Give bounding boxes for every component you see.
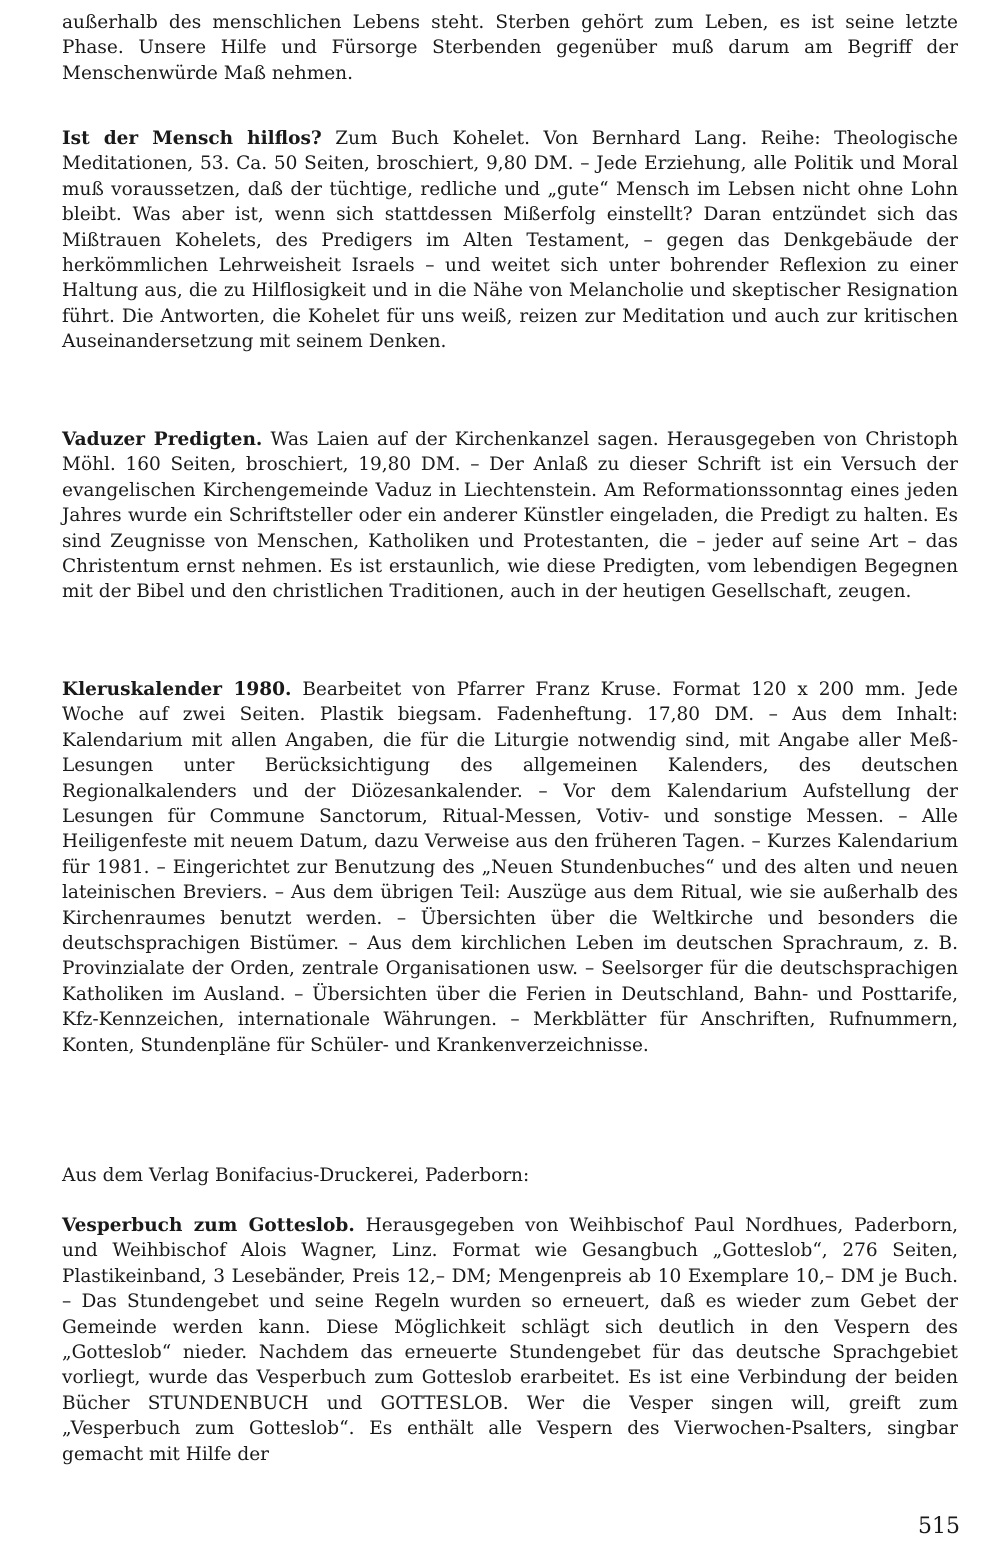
entry-title: Ist der Mensch hilflos? — [62, 128, 322, 149]
entry-vesperbuch — [62, 1213, 958, 1467]
intro-text: außerhalb des menschlichen Lebens steht. Sterben gehört zum Leben, es ist seine letzte Phase. Unsere Hilfe und Fürsorge Sterbenden gegenüber muß darum am Begriff der Menschenwürde Maß nehmen. — [62, 12, 958, 84]
entry-title: Vesperbuch zum Gotteslob. — [62, 1215, 355, 1236]
entry-kohelet — [62, 126, 958, 355]
entry-paragraph — [62, 1213, 958, 1467]
page-number: 515 — [918, 1514, 960, 1539]
entry-body: Was Laien auf der Kirchenkanzel sagen. Herausgegeben von Christoph Möhl. 160 Seiten, broschiert, 19,80 DM. – Der Anlaß zu dieser Schrift ist ein Versuch der evangelischen Kirchengemeinde Vaduz in Liechtenstein. Am Reformationssonntag eines jeden Jahres wurde ein Schriftsteller oder ein anderer Künstler eingeladen, die Predigt zu halten. Es sind Zeugnisse von Menschen, Katholiken und Protestanten, die – jeder auf seine Art – das Christentum ernst nehmen. Es ist erstaunlich, wie diese Predigten, vom lebendigen Begegnen mit der Bibel und den christlichen Traditionen, auch in der heutigen Gesellschaft, zeugen. — [62, 429, 958, 603]
entry-paragraph — [62, 677, 958, 1058]
entry-title: Vaduzer Predigten. — [62, 429, 263, 450]
entry-title: Kleruskalender 1980. — [62, 679, 292, 700]
entry-paragraph — [62, 427, 958, 605]
entry-paragraph — [62, 126, 958, 355]
intro-paragraph — [62, 10, 958, 86]
entry-body: Zum Buch Kohelet. Von Bernhard Lang. Reihe: Theologische Meditationen, 53. Ca. 50 Seiten, broschiert, 9,80 DM. – Jede Erziehung, alle Politik und Moral muß voraussetzen, daß der tüchtige, redliche und „gute“ Mensch im Lebsen nicht ohne Lohn bleibt. Was aber ist, wenn sich stattdessen Mißerfolg einstellt? Daran entzündet sich das Mißtrauen Kohelets, des Predigers im Alten Testament, – gegen das Denkgebäude der herkömmlichen Lehrweisheit Israels – und weitet sich unter bohrender Reflexion zu einer Haltung aus, die zu Hilflosigkeit und in die Nähe von Melancholie und skeptischer Resignation führt. Die Antworten, die Kohelet für uns weiß, reizen zur Meditation und auch zur kritischen Auseinandersetzung mit seinem Denken. — [62, 128, 958, 353]
entry-body: Herausgegeben von Weihbischof Paul Nordhues, Paderborn, und Weihbischof Alois Wagner, Linz. Format wie Gesangbuch „Gotteslob“, 276 Seiten, Plastikeinband, 3 Lesebänder, Preis 12,– DM; Mengenpreis ab 10 Exemplare 10,– DM je Buch. – Das Stundengebet und seine Regeln wurden so erneuert, daß es wieder zum Gebet der Gemeinde werden kann. Diese Möglichkeit schlägt sich deutlich in den Vespern des „Gotteslob“ nieder. Nachdem das erneuerte Stundengebet für das deutsche Sprachgebiet vorliegt, wurde das Vesperbuch zum Gotteslob erarbeitet. Es ist eine Verbindung der beiden Bücher STUNDENBUCH und GOTTESLOB. Wer die Vesper singen will, greift zum „Vesperbuch zum Gotteslob“. Es enthält alle Vespern des Vierwochen-Psalters, singbar gemacht mit Hilfe der — [62, 1215, 958, 1465]
entry-vaduzer-predigten — [62, 427, 958, 605]
publisher-heading — [62, 1163, 958, 1188]
entry-body: Bearbeitet von Pfarrer Franz Kruse. Format 120 x 200 mm. Jede Woche auf zwei Seiten. Plastik biegsam. Fadenheftung. 17,80 DM. – Aus dem Inhalt: Kalendarium mit allen Angaben, die für die Liturgie notwendig sind, mit Angabe aller Meß-Lesungen unter Berücksichtigung des allgemeinen Kalenders, des deutschen Regionalkalenders und der Diözesankalender. – Vor dem Kalendarium Aufstellung der Lesungen für Commune Sanctorum, Ritual-Messen, Votiv- und sonstige Messen. – Alle Heiligenfeste mit neuem Datum, dazu Verweise aus den früheren Tagen. – Kurzes Kalendarium für 1981. – Eingerichtet zur Benutzung des „Neuen Stundenbuches“ und des alten und neuen lateinischen Breviers. – Aus dem übrigen Teil: Auszüge aus dem Ritual, wie sie außerhalb des Kirchenraumes benutzt werden. – Übersichten über die Weltkirche und besonders die deutschsprachigen Bistümer. – Aus dem kirchlichen Leben im deutschen Sprachraum, z. B. Provinzialate der Orden, zentrale Organisationen usw. – Seelsorger für die deutschsprachigen Katholiken im Ausland. – Übersichten über die Ferien in Deutschland, Bahn- und Posttarife, Kfz-Kennzeichen, internationale Währungen. – Merkblätter für Anschriften, Rufnummern, Konten, Stundenpläne für Schüler- und Krankenverzeichnisse. — [62, 679, 958, 1056]
publisher-heading-text: Aus dem Verlag Bonifacius-Druckerei, Paderborn: — [62, 1165, 530, 1186]
entry-kleruskalender — [62, 677, 958, 1058]
